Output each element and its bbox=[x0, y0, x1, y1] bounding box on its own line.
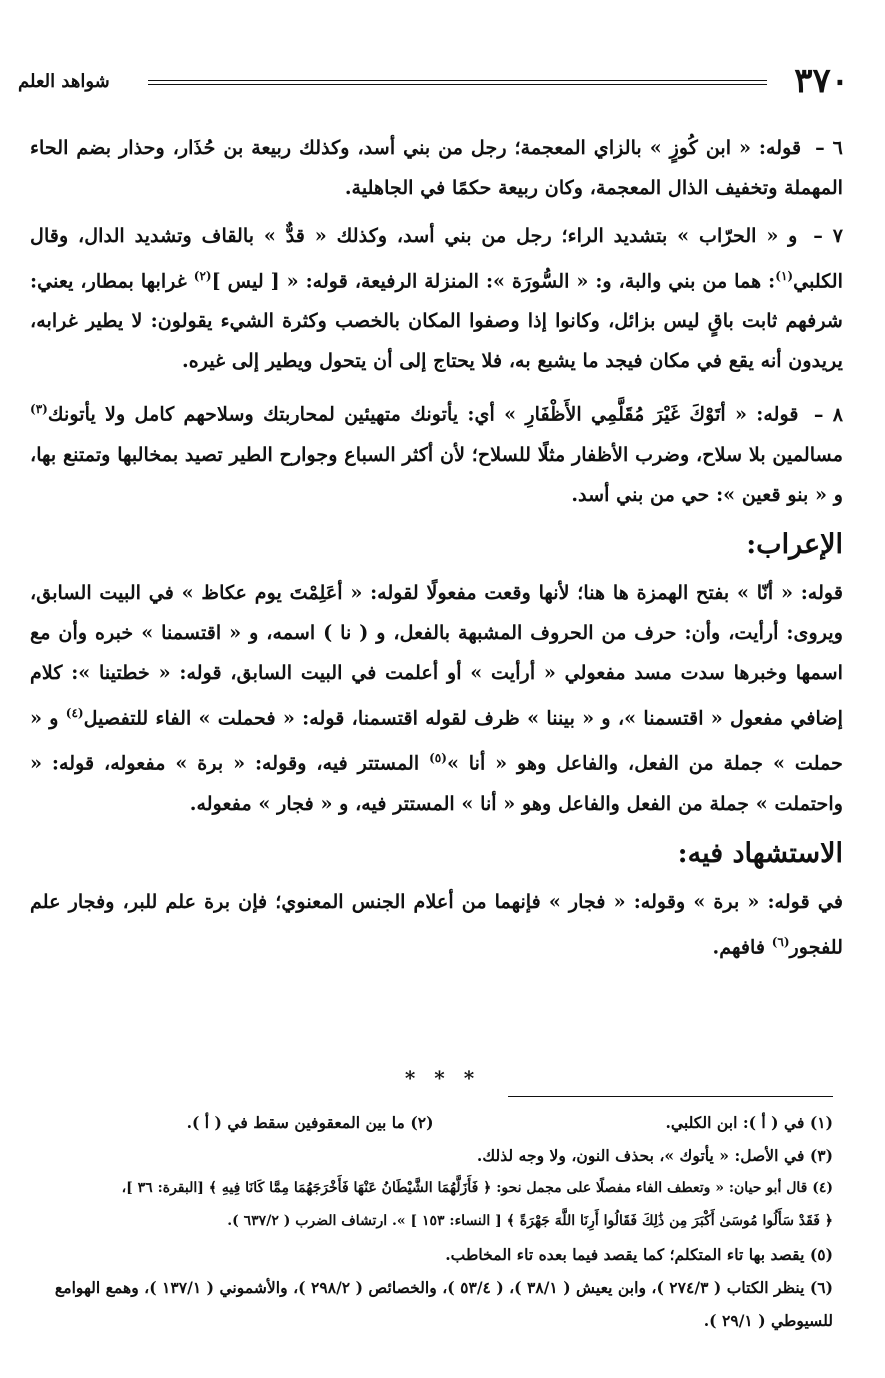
paragraph-text: فافهم. bbox=[712, 934, 772, 958]
footnote-1: (١) في ( أ ): ابن الكلبي. bbox=[665, 1113, 833, 1132]
paragraph-7 bbox=[30, 216, 843, 381]
footnote-ref[interactable]: (٦) bbox=[771, 934, 790, 949]
paragraph-text: قوله: « أتَوْكَ غَيْرَ مُقَلَّمِي الأَظْفَارِ » أي: يأتونك متهيئين لمحاربتك وسلاحهم كامل ولا يأتونك bbox=[47, 402, 799, 426]
footnote-row bbox=[34, 1106, 833, 1139]
page-header bbox=[18, 58, 867, 104]
paragraph-text: و « حملت » جملة من الفعل، والفاعل وهو « أنا » bbox=[30, 706, 843, 775]
page-number: ٣٧٠ bbox=[794, 61, 849, 101]
footnote-ref[interactable]: (٣) bbox=[30, 402, 48, 417]
footnote-4-line-2: ﴿ فَقَدْ سَأَلُوا مُوسَىٰ أَكْبَرَ مِن ذَٰلِكَ فَقَالُوا أَرِنَا اللَّهَ جَهْرَةً ﴾ [ النساء: ١٥٣ ] ». ارتشاف الضرب ( ٦٣٧/٢ ). bbox=[227, 1213, 833, 1229]
footnote-4-line-1: (٤) قال أبو حيان: « وتعطف الفاء مفصلًا على مجمل نحو: ﴿ فَأَزَلَّهُمَا الشَّيْطَانُ عَنْهَا فَأَخْرَجَهُمَا مِمَّا كَانَا فِيهِ ﴾ [البقرة: ٣٦ ]، bbox=[121, 1180, 833, 1196]
header-rule bbox=[148, 80, 767, 85]
footnote-5: (٥) يقصد بها تاء المتكلم؛ كما يقصد فيما بعده تاء المخاطب. bbox=[445, 1245, 833, 1264]
paragraph-8 bbox=[30, 389, 843, 514]
footnote-6: (٦) ينظر الكتاب ( ٢٧٤/٣ )، وابن يعيش ( ٣٨/١ )، ( ٥٣/٤ )، والخصائص ( ٢٩٨/٢ )، والأشموني ( ١٣٧/١ )، وهمع الهوامع للسيوطي ( ٢٩/١ ). bbox=[54, 1278, 833, 1330]
paragraph-text: في قوله: « برة » وقوله: « فجار » فإنهما من أعلام الجنس المعنوي؛ فإن برة علم للبر، وفجار علم للفجور bbox=[30, 889, 843, 958]
footnotes bbox=[34, 1106, 833, 1337]
paragraph-text: المستتر فيه، وقوله: « برة » مفعوله، قوله: « واحتملت » جملة من الفعل والفاعل وهو « أنا » المستتر فيه، و « فجار » مفعوله. bbox=[30, 751, 843, 815]
main-text bbox=[30, 128, 843, 975]
paragraph-text: مسالمين بلا سلاح، وضرب الأظفار مثلًا للسلاح؛ لأن أكثر السباع وجوارح الطير تصيد بمخالبها وتمتنع بها، و « بنو قعين »: حي من بني أسد. bbox=[30, 442, 843, 506]
running-title: شواهد العلم bbox=[18, 71, 110, 92]
section-heading-istishhad: الاستشهاد فيه: bbox=[677, 837, 843, 869]
footnote-ref[interactable]: (٢) bbox=[193, 269, 212, 283]
i3rab-paragraph bbox=[30, 573, 843, 824]
istishhad-paragraph bbox=[30, 882, 843, 967]
footnote-ref[interactable]: (١) bbox=[775, 269, 794, 283]
paragraph-number: ٨ – bbox=[813, 402, 843, 426]
section-separator: * * * bbox=[404, 1066, 481, 1090]
paragraph-text: غرابها بمطار، يعني: شرفهم ثابت باقٍ ليس بزائل، وكانوا إذا وصفوا المكان بالخصب وكثرة الشيء يقولون: لا يطير غرابه، يريدون أنه يقع في مكان فيجد ما يشبع به، فلا يحتاج إلى أن يتحول ويطير إلى غيره. bbox=[30, 269, 843, 373]
footnote-rule bbox=[508, 1096, 833, 1097]
paragraph-text: : هما من بني والبة، و: « السُّورَة »: المنزلة الرفيعة، قوله: « [ ليس ] bbox=[211, 269, 776, 293]
section-heading-i3rab: الإعراب: bbox=[746, 528, 843, 560]
paragraph-number: ٦ – bbox=[815, 136, 843, 159]
paragraph-text: و « الحرّاب » بتشديد الراء؛ رجل من بني أسد، وكذلك « قدٌّ » بالقاف وتشديد الدال، وقال الكلبي bbox=[30, 224, 843, 293]
footnote-2: (٢) ما بين المعقوفين سقط في ( أ ). bbox=[186, 1113, 434, 1132]
footnote-ref[interactable]: (٤) bbox=[65, 705, 84, 720]
paragraph-text: قوله: « ابن كُوزٍ » بالزاي المعجمة؛ رجل من بني أسد، وكذلك ربيعة بن حُذَار، وحذار بضم الحاء المهملة وتخفيف الذال المعجمة، وكان ربيعة حكمًا في الجاهلية. bbox=[30, 136, 843, 199]
paragraph-6 bbox=[30, 128, 843, 208]
paragraph-text: قوله: « أنّا » بفتح الهمزة ها هنا؛ لأنها وقعت مفعولًا لقوله: « أعَلِمْتَ يوم عكاظ » في البيت السابق، ويروى: أرأيت، وأن: حرف من الحروف المشبهة بالفعل، و ( نا ) اسمه، و « اقتسمنا » خبره وأن مع اسمها وخبرها سدت مسد مفعولي « أرأيت » أو أعلمت في البيت السابق، قوله: « خطتينا »: كلام إضافي مفعول « اقتسمنا »، و « بيننا » ظرف لقوله اقتسمنا، قوله: « فحملت » الفاء للتفصيل bbox=[30, 580, 844, 730]
footnote-ref[interactable]: (٥) bbox=[429, 751, 447, 766]
paragraph-number: ٧ – bbox=[813, 224, 843, 247]
footnote-3: (٣) في الأصل: « يأتوك »، بحذف النون، ولا وجه لذلك. bbox=[476, 1146, 833, 1165]
